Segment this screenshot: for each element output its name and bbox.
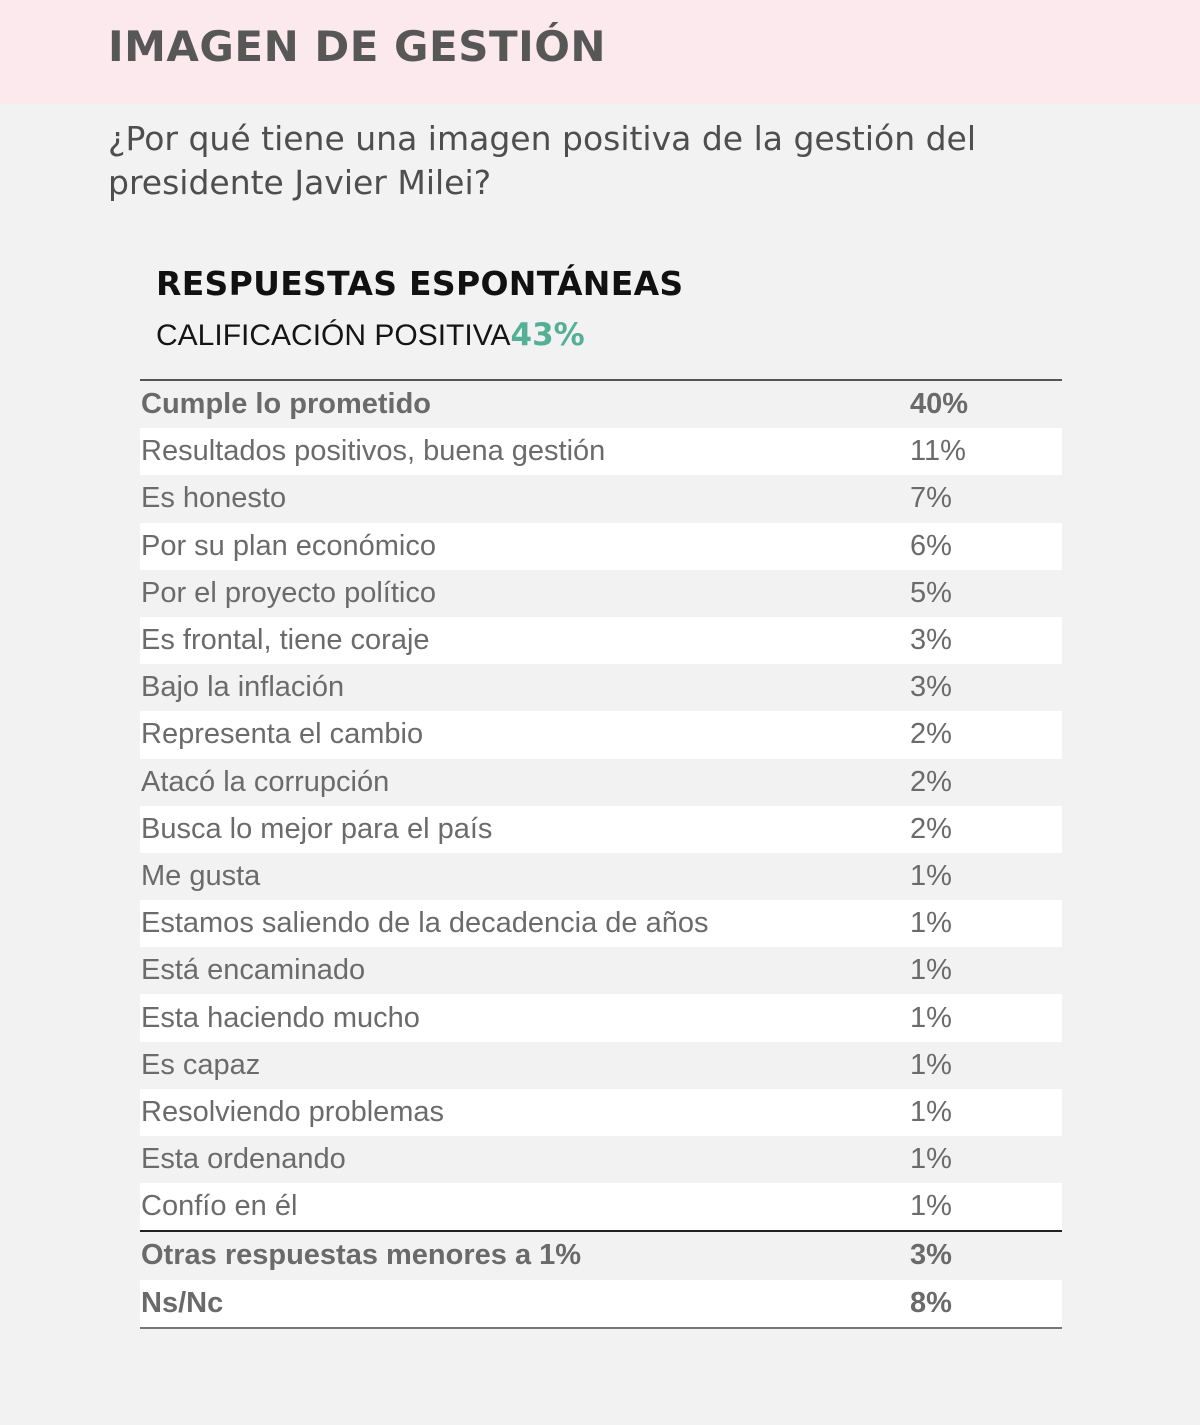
table-row — [140, 570, 1062, 617]
table-row — [140, 1280, 1062, 1327]
table-row — [140, 711, 1062, 758]
table-row — [140, 617, 1062, 664]
row-value: 8% — [910, 1286, 952, 1319]
row-label: Ns/Nc — [141, 1286, 224, 1319]
row-value: 6% — [910, 529, 952, 562]
table-subtitle — [156, 315, 683, 356]
row-value: 3% — [910, 624, 952, 657]
row-value: 3% — [910, 1239, 952, 1272]
row-value: 1% — [910, 954, 952, 987]
row-label: Es frontal, tiene coraje — [141, 624, 430, 657]
row-label: Atacó la corrupción — [141, 765, 390, 798]
row-value: 2% — [910, 765, 952, 798]
row-label: Resultados positivos, buena gestión — [141, 435, 606, 468]
row-value: 1% — [910, 1095, 952, 1128]
table-row — [140, 664, 1062, 711]
row-label: Confío en él — [141, 1190, 298, 1223]
row-value: 40% — [910, 388, 969, 421]
row-value: 1% — [910, 1048, 952, 1081]
subtitle-label: CALIFICACIÓN POSITIVA — [156, 319, 511, 352]
row-label: Es capaz — [141, 1048, 261, 1081]
table-row — [140, 947, 1062, 994]
table-row — [140, 1232, 1062, 1279]
row-label: Por su plan económico — [141, 529, 436, 562]
survey-question: ¿Por qué tiene una imagen positiva de la gestión del presidente Javier Milei? — [108, 119, 977, 202]
row-label: Por el proyecto político — [141, 576, 436, 609]
row-label: Bajo la inflación — [141, 671, 345, 704]
row-label: Busca lo mejor para el país — [141, 812, 493, 845]
row-value: 2% — [910, 718, 952, 751]
table-footer — [140, 1230, 1062, 1326]
row-value: 1% — [910, 1001, 952, 1034]
page-title: IMAGEN DE GESTIÓN — [108, 22, 607, 71]
table-row — [140, 900, 1062, 947]
table-row — [140, 475, 1062, 522]
responses-table — [140, 379, 1062, 1329]
row-label: Representa el cambio — [141, 718, 424, 751]
table-row — [140, 994, 1062, 1041]
row-label: Estamos saliendo de la decadencia de años — [141, 907, 709, 940]
table-title: RESPUESTAS ESPONTÁNEAS — [156, 264, 684, 303]
table-heading — [156, 262, 683, 356]
table-row — [140, 428, 1062, 475]
subtitle-value: 43% — [510, 317, 585, 353]
row-value: 1% — [910, 1143, 952, 1176]
table-row — [140, 1183, 1062, 1230]
row-value: 3% — [910, 671, 952, 704]
row-label: Resolviendo problemas — [141, 1095, 445, 1128]
row-label: Me gusta — [141, 859, 261, 892]
row-label: Cumple lo prometido — [141, 388, 431, 421]
row-value: 1% — [910, 1190, 952, 1223]
table-row — [140, 853, 1062, 900]
row-label: Otras respuestas menores a 1% — [141, 1239, 582, 1272]
table-row — [140, 806, 1062, 853]
table-row — [140, 523, 1062, 570]
row-label: Está encaminado — [141, 954, 366, 987]
table-row — [140, 1136, 1062, 1183]
row-value: 1% — [910, 859, 952, 892]
table-body — [140, 381, 1062, 1230]
table-row — [140, 1089, 1062, 1136]
table-row — [140, 1042, 1062, 1089]
row-value: 5% — [910, 576, 952, 609]
row-value: 11% — [910, 435, 966, 468]
row-label: Esta haciendo mucho — [141, 1001, 420, 1034]
row-value: 7% — [910, 482, 952, 515]
row-value: 1% — [910, 907, 952, 940]
row-label: Esta ordenando — [141, 1143, 346, 1176]
row-value: 2% — [910, 812, 952, 845]
table-row — [140, 759, 1062, 806]
table-row — [140, 381, 1062, 428]
row-label: Es honesto — [141, 482, 287, 515]
